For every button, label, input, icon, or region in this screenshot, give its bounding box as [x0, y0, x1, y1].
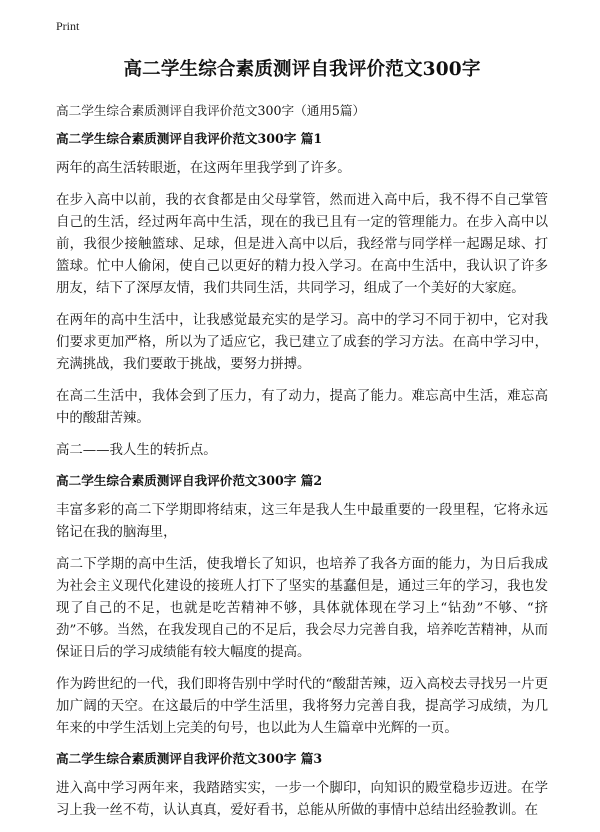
document-title: 高二学生综合素质测评自我评价范文300字: [123, 59, 481, 80]
essay-section-2: [56, 472, 548, 740]
section-heading: 高二学生综合素质测评自我评价范文300字 篇1: [56, 131, 323, 146]
paragraph: 高二下学期的高中生活，使我增长了知识，也培养了我各方面的能力，为日后我成为社会主义现代化建设的接班人打下了坚实的基蠢但是，通过三年的学习，我也发现了自己的不足，也就是吃苦精神不够，具体就体现在学习上“钻劲”不够、“挤劲”不够。当然，在我发现自己的不足后，我会尽力完善自我，培养吃苦精神，从而保证日后的学习成绩能有较大幅度的提高。: [56, 557, 548, 660]
paragraph: 高二——我人生的转折点。: [56, 443, 217, 458]
paragraph: 丰富多彩的高二下学期即将结束，这三年是我人生中最重要的一段里程，它将永远铭记在我的脑海里，: [56, 503, 548, 540]
document-body: [56, 58, 548, 832]
paragraph: 在两年的高中生活中，让我感觉最充实的是学习。高中的学习不同于初中，它对我们要求更加严格，所以为了适应它，我已建立了成套的学习方法。在高中学习中，充满挑战，我们要敢于挑战，要努力拼搏。: [56, 313, 548, 372]
section-heading: 高二学生综合素质测评自我评价范文300字 篇2: [56, 473, 323, 488]
essay-section-1: [56, 130, 548, 462]
document-subtitle: 高二学生综合素质测评自我评价范文300字（通用5篇）: [56, 103, 366, 118]
paragraph: 两年的高生活转眼逝，在这两年里我学到了许多。: [56, 161, 351, 176]
essay-section-3: [56, 750, 548, 822]
print-label: Print: [56, 19, 80, 33]
paragraph: 作为跨世纪的一代，我们即将告别中学时代的“酸甜苦辣，迈入高校去寻找另一片更加广阔的天空。在这最后的中学生活里，我将努力完善自我，提高学习成绩，为几年来的中学生活划上完美的句号，也以此为人生篇章中光辉的一页。: [56, 677, 548, 736]
paragraph: 进入高中学习两年来，我踏踏实实，一步一个脚印，向知识的殿堂稳步迈进。在学习上我一丝不苟，认认真真，爱好看书，总能从所做的事情中总结出经验教训。在: [56, 781, 548, 818]
section-heading: 高二学生综合素质测评自我评价范文300字 篇3: [56, 751, 323, 766]
paragraph: 在步入高中以前，我的衣食都是由父母掌管，然而进入高中后，我不得不自己掌管自己的生活，经过两年高中生活，现在的我已且有一定的管理能力。在步入高中以前，我很少接触篮球、足球，但是进入高中以后，我经常与同学样一起踢足球、打篮球。忙中人偷闲，使自己以更好的精力投入学习。在高中生活中，我认识了许多朋友，结下了深厚友情，我们共同生活，共同学习，组成了一个美好的大家庭。: [56, 193, 548, 296]
paragraph: 在高二生活中，我体会到了压力，有了动力，提高了能力。难忘高中生活，难忘高中的酸甜苦辣。: [56, 389, 548, 426]
